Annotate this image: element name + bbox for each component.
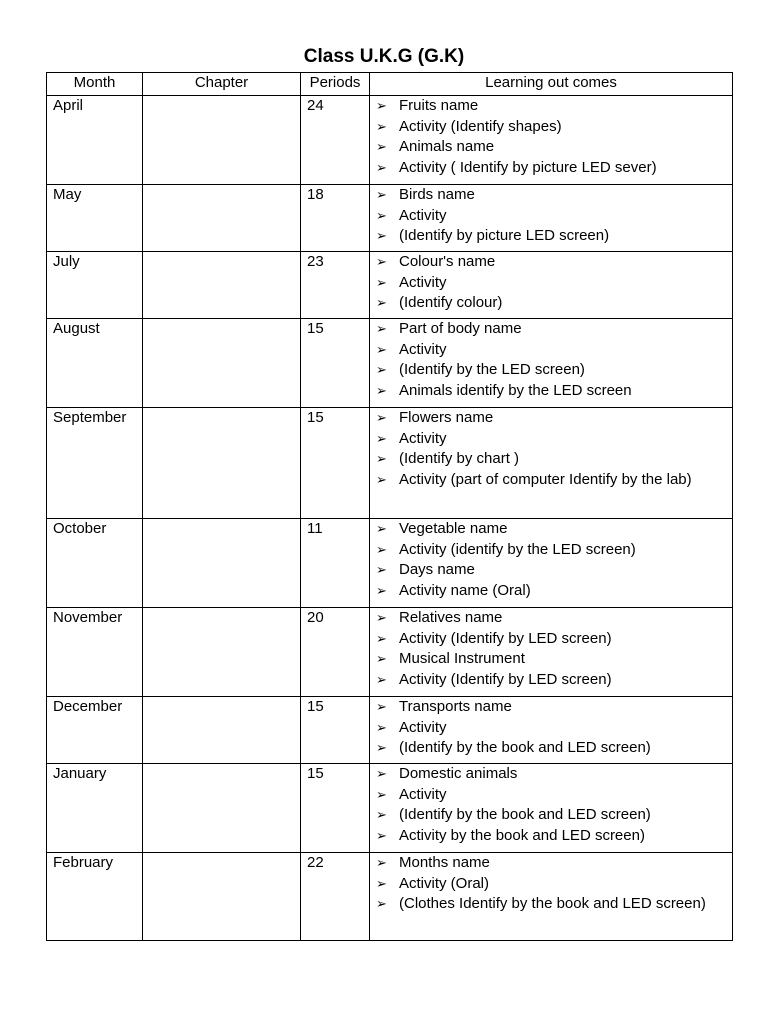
- outcome-text: Animals identify by the LED screen: [399, 381, 632, 399]
- outcome-text: Activity (Identify shapes): [399, 117, 562, 135]
- chapter-cell: [143, 697, 301, 764]
- outcome-text: Fruits name: [399, 97, 479, 114]
- list-item: [376, 519, 726, 540]
- list-item: [376, 649, 726, 670]
- list-item: [376, 360, 726, 381]
- periods-cell: 22: [301, 853, 370, 941]
- periods-cell: 24: [301, 96, 370, 185]
- table-row: [47, 96, 733, 185]
- outcome-list: [376, 252, 726, 314]
- chapter-cell: [143, 408, 301, 519]
- month-cell: April: [47, 96, 143, 185]
- list-item: [376, 874, 726, 895]
- outcome-text: Relatives name: [399, 609, 503, 626]
- periods-cell: 11: [301, 519, 370, 608]
- outcome-text: Activity (Oral): [399, 874, 489, 892]
- outcome-text: Activity name (Oral): [399, 581, 531, 599]
- outcome-list: [376, 319, 726, 401]
- month-cell: August: [47, 319, 143, 408]
- outcome-list: [376, 764, 726, 846]
- arrowhead-bullet-icon: ➢: [376, 341, 387, 357]
- outcome-text: Birds name: [399, 186, 475, 203]
- arrowhead-bullet-icon: ➢: [376, 295, 387, 311]
- outcome-text: Vegetable name: [399, 520, 508, 537]
- header-learning-outcomes: Learning out comes: [370, 73, 733, 96]
- outcome-list: [376, 519, 726, 601]
- arrowhead-bullet-icon: ➢: [376, 582, 387, 598]
- month-cell: May: [47, 185, 143, 252]
- outcome-text: (Identify by the book and LED screen): [399, 739, 651, 757]
- periods-cell: 15: [301, 697, 370, 764]
- arrowhead-bullet-icon: ➢: [376, 610, 387, 625]
- arrowhead-bullet-icon: ➢: [376, 228, 387, 244]
- arrowhead-bullet-icon: ➢: [376, 651, 387, 667]
- outcome-text: (Identify by picture LED screen): [399, 227, 610, 245]
- periods-cell: 15: [301, 319, 370, 408]
- list-item: [376, 738, 726, 759]
- learning-outcomes-cell: [370, 519, 733, 608]
- outcome-text: Musical Instrument: [399, 650, 525, 668]
- chapter-cell: [143, 519, 301, 608]
- arrowhead-bullet-icon: ➢: [376, 671, 387, 687]
- outcome-text: Months name: [399, 854, 490, 871]
- arrowhead-bullet-icon: ➢: [376, 321, 387, 336]
- table-row: [47, 252, 733, 319]
- list-item: [376, 805, 726, 826]
- month-cell: December: [47, 697, 143, 764]
- header-month: Month: [47, 73, 143, 96]
- list-item: [376, 581, 726, 602]
- arrowhead-bullet-icon: ➢: [376, 207, 387, 223]
- outcome-text: Transports name: [399, 698, 512, 715]
- learning-outcomes-cell: [370, 96, 733, 185]
- outcome-text: (Identify by the book and LED screen): [399, 806, 651, 824]
- arrowhead-bullet-icon: ➢: [376, 187, 387, 202]
- chapter-cell: [143, 185, 301, 252]
- outcome-list: [376, 408, 726, 490]
- arrowhead-bullet-icon: ➢: [376, 766, 387, 781]
- list-item: [376, 560, 726, 581]
- periods-cell: 23: [301, 252, 370, 319]
- list-item: [376, 470, 726, 491]
- month-cell: September: [47, 408, 143, 519]
- outcome-text: Activity (part of computer Identify by the lab): [399, 470, 692, 488]
- outcome-text: Activity (Identify by LED screen): [399, 629, 612, 647]
- month-cell: July: [47, 252, 143, 319]
- month-cell: January: [47, 764, 143, 853]
- list-item: [376, 226, 726, 247]
- list-item: [376, 540, 726, 561]
- learning-outcomes-cell: [370, 408, 733, 519]
- periods-cell: 15: [301, 764, 370, 853]
- list-item: [376, 718, 726, 739]
- chapter-cell: [143, 608, 301, 697]
- list-item: [376, 206, 726, 227]
- arrowhead-bullet-icon: ➢: [376, 521, 387, 536]
- table-row: [47, 319, 733, 408]
- list-item: [376, 826, 726, 847]
- arrowhead-bullet-icon: ➢: [376, 118, 387, 134]
- table-row: [47, 519, 733, 608]
- arrowhead-bullet-icon: ➢: [376, 541, 387, 557]
- list-item: [376, 670, 726, 691]
- list-item: [376, 429, 726, 450]
- outcome-text: Activity ( Identify by picture LED sever): [399, 158, 657, 176]
- arrowhead-bullet-icon: ➢: [376, 807, 387, 823]
- periods-cell: 15: [301, 408, 370, 519]
- header-chapter: Chapter: [143, 73, 301, 96]
- outcome-text: Activity: [399, 429, 447, 447]
- table-row: [47, 608, 733, 697]
- arrowhead-bullet-icon: ➢: [376, 740, 387, 756]
- outcome-text: Activity (identify by the LED screen): [399, 540, 636, 558]
- outcome-text: (Clothes Identify by the book and LED screen): [399, 895, 706, 913]
- table-header-row: [47, 73, 733, 96]
- list-item: [376, 764, 726, 785]
- list-item: [376, 894, 726, 915]
- arrowhead-bullet-icon: ➢: [376, 274, 387, 290]
- arrowhead-bullet-icon: ➢: [376, 254, 387, 269]
- outcome-list: [376, 697, 726, 759]
- outcome-text: Days name: [399, 561, 475, 579]
- arrowhead-bullet-icon: ➢: [376, 382, 387, 398]
- list-item: [376, 608, 726, 629]
- chapter-cell: [143, 853, 301, 941]
- table-row: [47, 697, 733, 764]
- arrowhead-bullet-icon: ➢: [376, 786, 387, 802]
- chapter-cell: [143, 319, 301, 408]
- outcome-text: Activity by the book and LED screen): [399, 826, 645, 844]
- outcome-text: Colour's name: [399, 253, 496, 270]
- outcome-text: (Identify by chart ): [399, 450, 520, 468]
- arrowhead-bullet-icon: ➢: [376, 827, 387, 843]
- header-periods: Periods: [301, 73, 370, 96]
- list-item: [376, 381, 726, 402]
- periods-cell: 18: [301, 185, 370, 252]
- chapter-cell: [143, 764, 301, 853]
- list-item: [376, 96, 726, 117]
- arrowhead-bullet-icon: ➢: [376, 98, 387, 113]
- chapter-cell: [143, 252, 301, 319]
- arrowhead-bullet-icon: ➢: [376, 875, 387, 891]
- list-item: [376, 697, 726, 718]
- learning-outcomes-cell: [370, 608, 733, 697]
- arrowhead-bullet-icon: ➢: [376, 719, 387, 735]
- list-item: [376, 273, 726, 294]
- table-row: [47, 853, 733, 941]
- table-body: [47, 96, 733, 941]
- list-item: [376, 158, 726, 179]
- page-title: Class U.K.G (G.K): [303, 46, 465, 67]
- outcome-list: [376, 96, 726, 178]
- list-item: [376, 408, 726, 429]
- learning-outcomes-cell: [370, 252, 733, 319]
- outcome-text: (Identify by the LED screen): [399, 361, 585, 379]
- month-cell: November: [47, 608, 143, 697]
- month-cell: October: [47, 519, 143, 608]
- chapter-cell: [143, 96, 301, 185]
- list-item: [376, 185, 726, 206]
- outcome-text: Activity: [399, 718, 447, 736]
- month-cell: February: [47, 853, 143, 941]
- learning-outcomes-cell: [370, 697, 733, 764]
- periods-cell: 20: [301, 608, 370, 697]
- learning-outcomes-cell: [370, 764, 733, 853]
- arrowhead-bullet-icon: ➢: [376, 410, 387, 425]
- list-item: [376, 449, 726, 470]
- outcome-text: Activity: [399, 206, 447, 224]
- outcome-text: Domestic animals: [399, 765, 518, 782]
- outcome-text: Activity (Identify by LED screen): [399, 670, 612, 688]
- outcome-text: Activity: [399, 340, 447, 358]
- arrowhead-bullet-icon: ➢: [376, 699, 387, 714]
- arrowhead-bullet-icon: ➢: [376, 562, 387, 578]
- list-item: [376, 117, 726, 138]
- list-item: [376, 785, 726, 806]
- outcome-text: Animals name: [399, 138, 495, 156]
- table-row: [47, 764, 733, 853]
- arrowhead-bullet-icon: ➢: [376, 430, 387, 446]
- arrowhead-bullet-icon: ➢: [376, 630, 387, 646]
- list-item: [376, 340, 726, 361]
- learning-outcomes-cell: [370, 185, 733, 252]
- arrowhead-bullet-icon: ➢: [376, 139, 387, 155]
- table-row: [47, 185, 733, 252]
- list-item: [376, 629, 726, 650]
- outcome-text: (Identify colour): [399, 294, 503, 312]
- learning-outcomes-cell: [370, 853, 733, 941]
- arrowhead-bullet-icon: ➢: [376, 896, 387, 912]
- arrowhead-bullet-icon: ➢: [376, 451, 387, 467]
- list-item: [376, 252, 726, 273]
- arrowhead-bullet-icon: ➢: [376, 362, 387, 378]
- learning-outcomes-cell: [370, 319, 733, 408]
- outcome-text: Part of body name: [399, 320, 522, 337]
- arrowhead-bullet-icon: ➢: [376, 471, 387, 487]
- list-item: [376, 293, 726, 314]
- list-item: [376, 319, 726, 340]
- outcome-text: Activity: [399, 273, 447, 291]
- list-item: [376, 137, 726, 158]
- outcome-list: [376, 185, 726, 247]
- outcome-list: [376, 853, 726, 915]
- outcome-text: Activity: [399, 785, 447, 803]
- list-item: [376, 853, 726, 874]
- outcome-text: Flowers name: [399, 409, 494, 426]
- outcome-list: [376, 608, 726, 690]
- arrowhead-bullet-icon: ➢: [376, 159, 387, 175]
- curriculum-table: [46, 72, 733, 941]
- table-row: [47, 408, 733, 519]
- arrowhead-bullet-icon: ➢: [376, 855, 387, 870]
